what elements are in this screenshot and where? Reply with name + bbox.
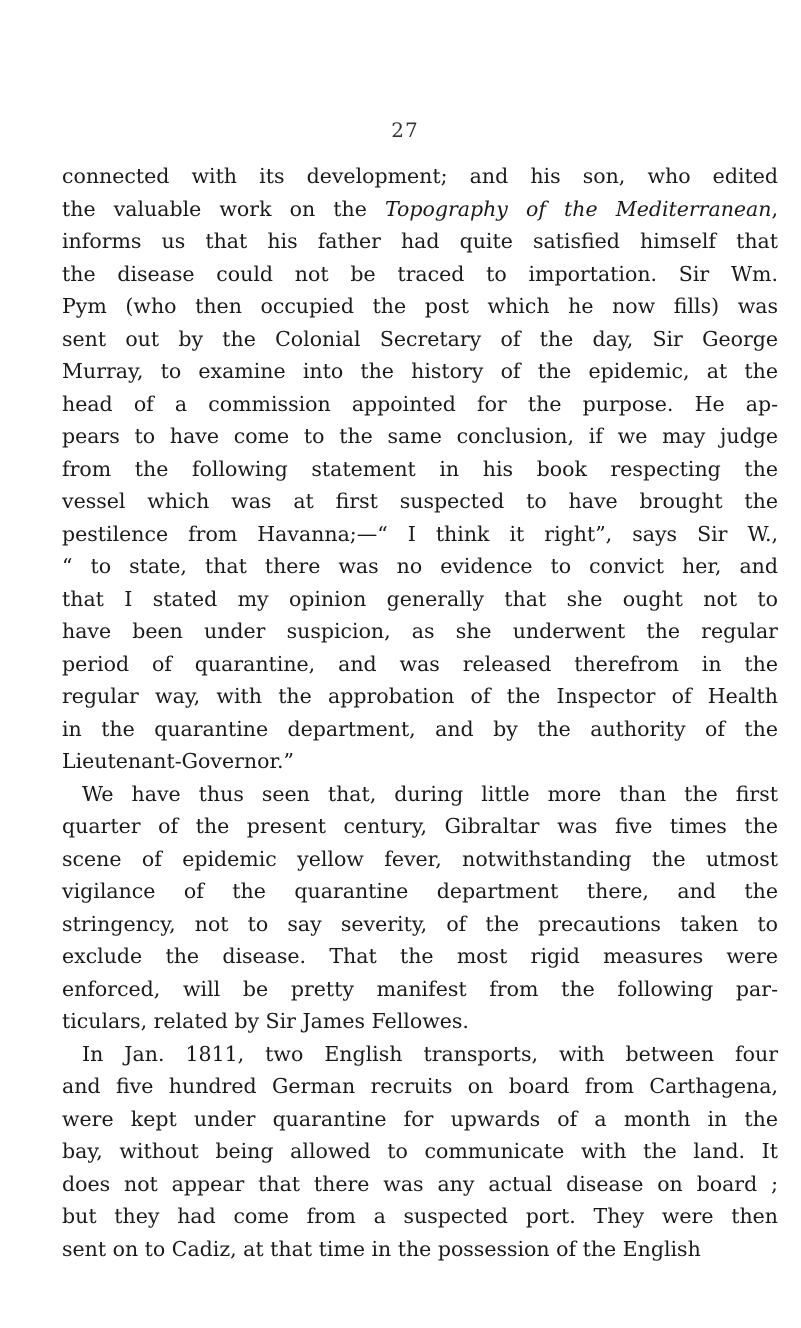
text-line: enforced, will be pretty manifest from the following par- [62,976,778,1001]
text-line: sent out by the Colonial Secretary of the day, Sir George [62,326,778,351]
text-line: does not appear that there was any actual disease on board ; [62,1171,778,1196]
text-line: pestilence from Havanna;—“ I think it right”, says Sir W., [62,521,778,546]
text-line: stringency, not to say severity, of the precautions taken to [62,911,778,936]
text-line: “ to state, that there was no evidence to convict her, and [62,554,778,578]
text-line: In Jan. 1811, two English transports, with between four [82,1041,778,1066]
text-line: ticulars, related by Sir James Fellowes. [62,1009,469,1033]
text-line: Murray, to examine into the history of the epidemic, at the [62,359,778,383]
text-line: bay, without being allowed to communicate with the land. It [62,1139,778,1163]
text-line: regular way, with the approbation of the Inspector of Health [62,684,778,708]
text-line: quarter of the present century, Gibraltar was five times the [62,814,778,838]
text-line: connected with its development; and his son, who edited [62,164,778,188]
text-line: head of a commission appointed for the purpose. He ap- [62,391,778,416]
text-line: were kept under quarantine for upwards of a month in the [62,1106,778,1131]
text-segment: , [771,196,778,221]
text-line: scene of epidemic yellow fever, notwithstanding the utmost [62,846,778,871]
text-line: vessel which was at first suspected to have brought the [62,489,778,513]
text-line: period of quarantine, and was released therefrom in the [62,651,778,676]
text-line: from the following statement in his book respecting the [62,456,778,481]
text-line: the disease could not be traced to importation. Sir Wm. [62,261,778,286]
page-number: 27 [391,118,419,142]
text-segment: the valuable work on the [62,196,385,221]
book-title: Topography of the Mediterranean [384,196,772,221]
text-line: and five hundred German recruits on board from Carthagena, [62,1074,778,1098]
text-line: sent on to Cadiz, at that time in the possession of the English [62,1236,701,1261]
text-line: informs us that his father had quite satisfied himself that [62,229,778,253]
text-line: We have thus seen that, during little more than the first [82,781,778,806]
text-line: pears to have come to the same conclusion, if we may judge [62,424,778,448]
text-line: but they had come from a suspected port. They were then [62,1204,778,1228]
text-line: exclude the disease. That the most rigid measures were [62,944,778,968]
text-line: in the quarantine department, and by the authority of the [62,716,778,741]
text-line-with-title [62,193,778,226]
text-line: Pym (who then occupied the post which he now fills) was [62,294,778,318]
body-text [62,160,778,1265]
text-line: have been under suspicion, as she underwent the regular [62,619,778,643]
text-line: that I stated my opinion generally that she ought not to [62,586,778,611]
text-line: Lieutenant-Governor.” [62,749,294,773]
text-line: vigilance of the quarantine department there, and the [62,879,778,903]
